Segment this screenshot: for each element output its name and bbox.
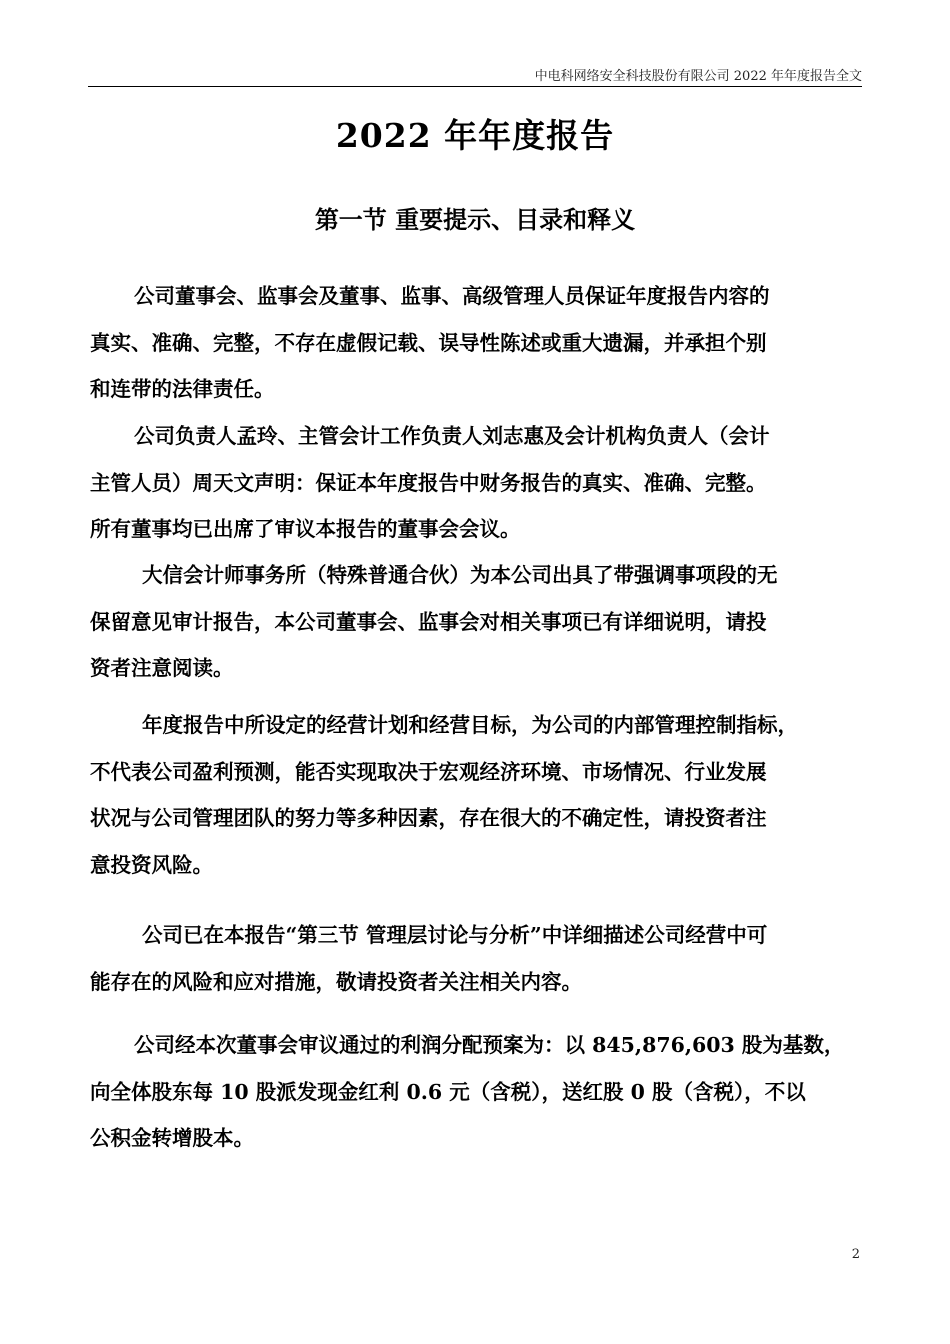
paragraph-line: 主管人员）周天文声明：保证本年度报告中财务报告的真实、准确、完整。 xyxy=(90,470,767,495)
paragraph-line: 意投资风险。 xyxy=(90,852,213,877)
paragraph-line: 保留意见审计报告，本公司董事会、监事会对相关事项已有详细说明，请投 xyxy=(90,609,767,634)
header-divider xyxy=(88,86,862,87)
paragraph-line: 公积金转增股本。 xyxy=(90,1126,254,1150)
paragraph-line: 大信会计师事务所（特殊普通合伙）为本公司出具了带强调事项段的无 xyxy=(142,563,778,587)
paragraph-line: 公司已在本报告“第三节 管理层讨论与分析”中详细描述公司经营中可 xyxy=(142,923,768,947)
paragraph-responsible-persons xyxy=(90,413,865,553)
paragraph-line: 能存在的风险和应对措施，敬请投资者关注相关内容。 xyxy=(90,969,582,994)
document-title: 2022 年年度报告 xyxy=(335,116,615,155)
paragraph-line: 年度报告中所设定的经营计划和经营目标，为公司的内部管理控制指标， xyxy=(142,713,798,737)
paragraph-forward-looking xyxy=(90,702,865,888)
running-header: 中电科网络安全科技股份有限公司 2022 年年度报告全文 xyxy=(534,69,862,84)
paragraph-line: 所有董事均已出席了审议本报告的董事会会议。 xyxy=(90,517,521,541)
paragraph-line: 不代表公司盈利预测，能否实现取决于宏观经济环境、市场情况、行业发展 xyxy=(90,759,767,784)
paragraph-risk-reference xyxy=(90,912,865,1005)
paragraph-profit-distribution xyxy=(90,1022,865,1162)
paragraph-line: 公司负责人孟玲、主管会计工作负责人刘志惠及会计机构负责人（会计 xyxy=(134,424,770,448)
page-number: 2 xyxy=(851,1247,860,1262)
paragraph-line: 公司经本次董事会审议通过的利润分配预案为：以 845,876,603 股为基数， xyxy=(134,1033,845,1057)
paragraph-line: 真实、准确、完整，不存在虚假记载、误导性陈述或重大遗漏，并承担个别 xyxy=(90,330,767,355)
paragraph-board-guarantee xyxy=(90,273,865,413)
paragraph-line: 公司董事会、监事会及董事、监事、高级管理人员保证年度报告内容的 xyxy=(134,284,770,308)
paragraph-line: 向全体股东每 10 股派发现金红利 0.6 元（含税），送红股 0 股（含税），不以 xyxy=(90,1079,806,1104)
paragraph-line: 状况与公司管理团队的努力等多种因素，存在很大的不确定性，请投资者注 xyxy=(90,806,767,830)
paragraph-audit-opinion xyxy=(90,552,865,692)
section-title: 第一节 重要提示、目录和释义 xyxy=(314,205,636,234)
paragraph-line: 资者注意阅读。 xyxy=(90,656,234,680)
paragraph-line: 和连带的法律责任。 xyxy=(90,377,275,401)
